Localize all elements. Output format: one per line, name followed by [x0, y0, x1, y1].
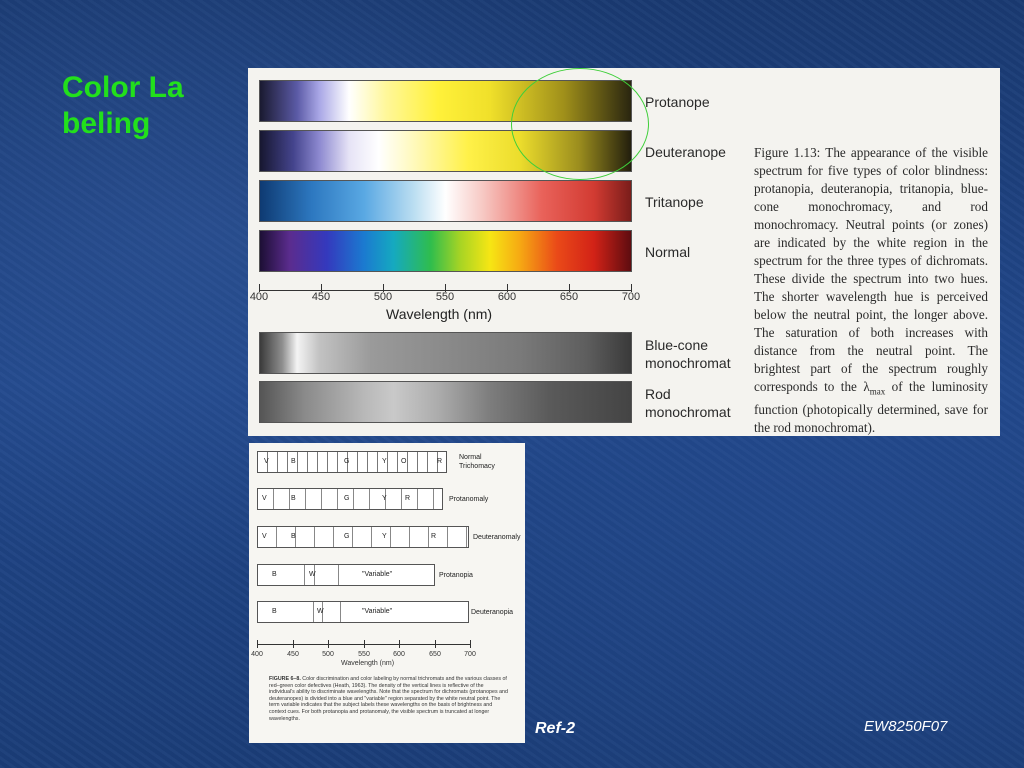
highlight-circle — [511, 68, 649, 180]
axis-tick-label: 550 — [435, 291, 455, 303]
tritanope-spectrum — [259, 180, 632, 222]
band-letter: Y — [382, 495, 387, 502]
band-letter: B — [291, 458, 296, 465]
axis-tick-label: 650 — [429, 651, 441, 658]
band-letter: V — [262, 495, 267, 502]
band-letter: "Variable" — [362, 571, 393, 578]
band-name: Deuteranopia — [471, 609, 514, 616]
band-name: Protanomaly — [449, 496, 489, 503]
band-letter: W — [317, 608, 324, 615]
protanope-label: Protanope — [645, 94, 710, 110]
band-letter: B — [272, 608, 277, 615]
band-letter: B — [272, 571, 277, 578]
band-letter: R — [437, 458, 443, 465]
band-name: Normal Trichomacy — [459, 454, 495, 470]
band-letter: Y — [382, 533, 387, 540]
band-letter: V — [264, 458, 269, 465]
figure-caption: Figure 1.13: The appearance of the visible spectrum for five types of color blindness: protanopia, deuteranopia, tritanopia, blue-cone monochromacy, and rod monochromacy. Neutral points (or zones) are indicated by the white region in the spectrum for the three types of dichromats. These divide the spectrum into two hues. The shorter wavelength hue is perceived below the neutral point, the longer above. The saturation of both increases with distance from the neutral point. The brightest part of the spectrum roughly corresponds to the $\lambda_{max}$ of the luminosity function (photopically determined, save for the rod monochromat). — [754, 145, 988, 435]
axis-title: Wavelength (nm) — [386, 306, 493, 322]
axis-tick-label: 450 — [287, 651, 299, 658]
band-letter: V — [262, 533, 267, 540]
blue-cone-monochromat-label: Blue-cone monochromat — [645, 337, 731, 371]
axis-tick — [435, 640, 436, 648]
axis-tick — [399, 640, 400, 648]
slide-title: Color Labeling — [62, 71, 184, 140]
deuteranomaly-band — [257, 526, 469, 548]
band-letter: O — [401, 458, 407, 465]
tritanope-label: Tritanope — [645, 194, 704, 210]
deuteranope-label: Deuteranope — [645, 144, 726, 160]
band-letter: Y — [382, 458, 387, 465]
band-letter: R — [431, 533, 437, 540]
axis-tick — [470, 640, 471, 648]
axis-tick-label: 400 — [251, 651, 263, 658]
band-letter: B — [291, 495, 296, 502]
axis-tick — [328, 640, 329, 648]
axis-tick-label: 500 — [322, 651, 334, 658]
axis-tick — [364, 640, 365, 648]
figure-caption: FIGURE 6–8. Color discrimination and color labeling by normal trichromats and the various classes of red–green color defectives (Heath, 1963). The density of the vertical lines is reflective of the individual's ability to discriminate wavelengths. Note that the spectrum for dichromats (protanopes and deuteranopes) is divided into a blue and "variable" region separated by the white neutral point. The term variable indicates that the subject labels these wavelengths on the basis of brightness and context cues. For both protanopia and protanomaly, the visible spectrum is truncated at longer wavelengths. — [269, 676, 508, 722]
axis-tick-label: 550 — [358, 651, 370, 658]
protanomaly-band — [257, 488, 443, 510]
normal-label: Normal — [645, 244, 691, 260]
axis-tick-label: 600 — [393, 651, 405, 658]
axis-tick — [293, 640, 294, 648]
rod-monochromat-label: Rod monochromat — [645, 386, 731, 420]
course-code: EW8250F07 — [864, 718, 948, 735]
normal-spectrum — [259, 230, 632, 272]
blue-cone-monochromat-spectrum — [259, 332, 632, 374]
band-letter: G — [344, 458, 350, 465]
spectrum-figure — [248, 68, 1000, 436]
axis-title: Wavelength (nm) — [341, 660, 395, 667]
band-letter: "Variable" — [362, 608, 393, 615]
band-name: Protanopia — [439, 572, 473, 579]
band-name: Deuteranomaly — [473, 534, 521, 541]
band-letter: R — [405, 495, 411, 502]
axis-tick-label: 450 — [311, 291, 331, 303]
axis-tick — [257, 640, 258, 648]
band-letter: W — [309, 571, 316, 578]
band-letter: B — [291, 533, 296, 540]
color-labeling-figure — [249, 443, 525, 743]
rod-monochromat-spectrum — [259, 381, 632, 423]
band-letter: G — [344, 495, 350, 502]
axis-tick-label: 700 — [621, 291, 641, 303]
axis-tick-label: 400 — [249, 291, 269, 303]
band-letter: G — [344, 533, 350, 540]
normal-trichomacy-band — [257, 451, 447, 473]
axis-tick-label: 700 — [464, 651, 476, 658]
protanopia-band — [257, 564, 435, 586]
axis-tick-label: 600 — [497, 291, 517, 303]
axis-tick-label: 500 — [373, 291, 393, 303]
reference-label: Ref-2 — [535, 720, 576, 737]
axis-tick-label: 650 — [559, 291, 579, 303]
